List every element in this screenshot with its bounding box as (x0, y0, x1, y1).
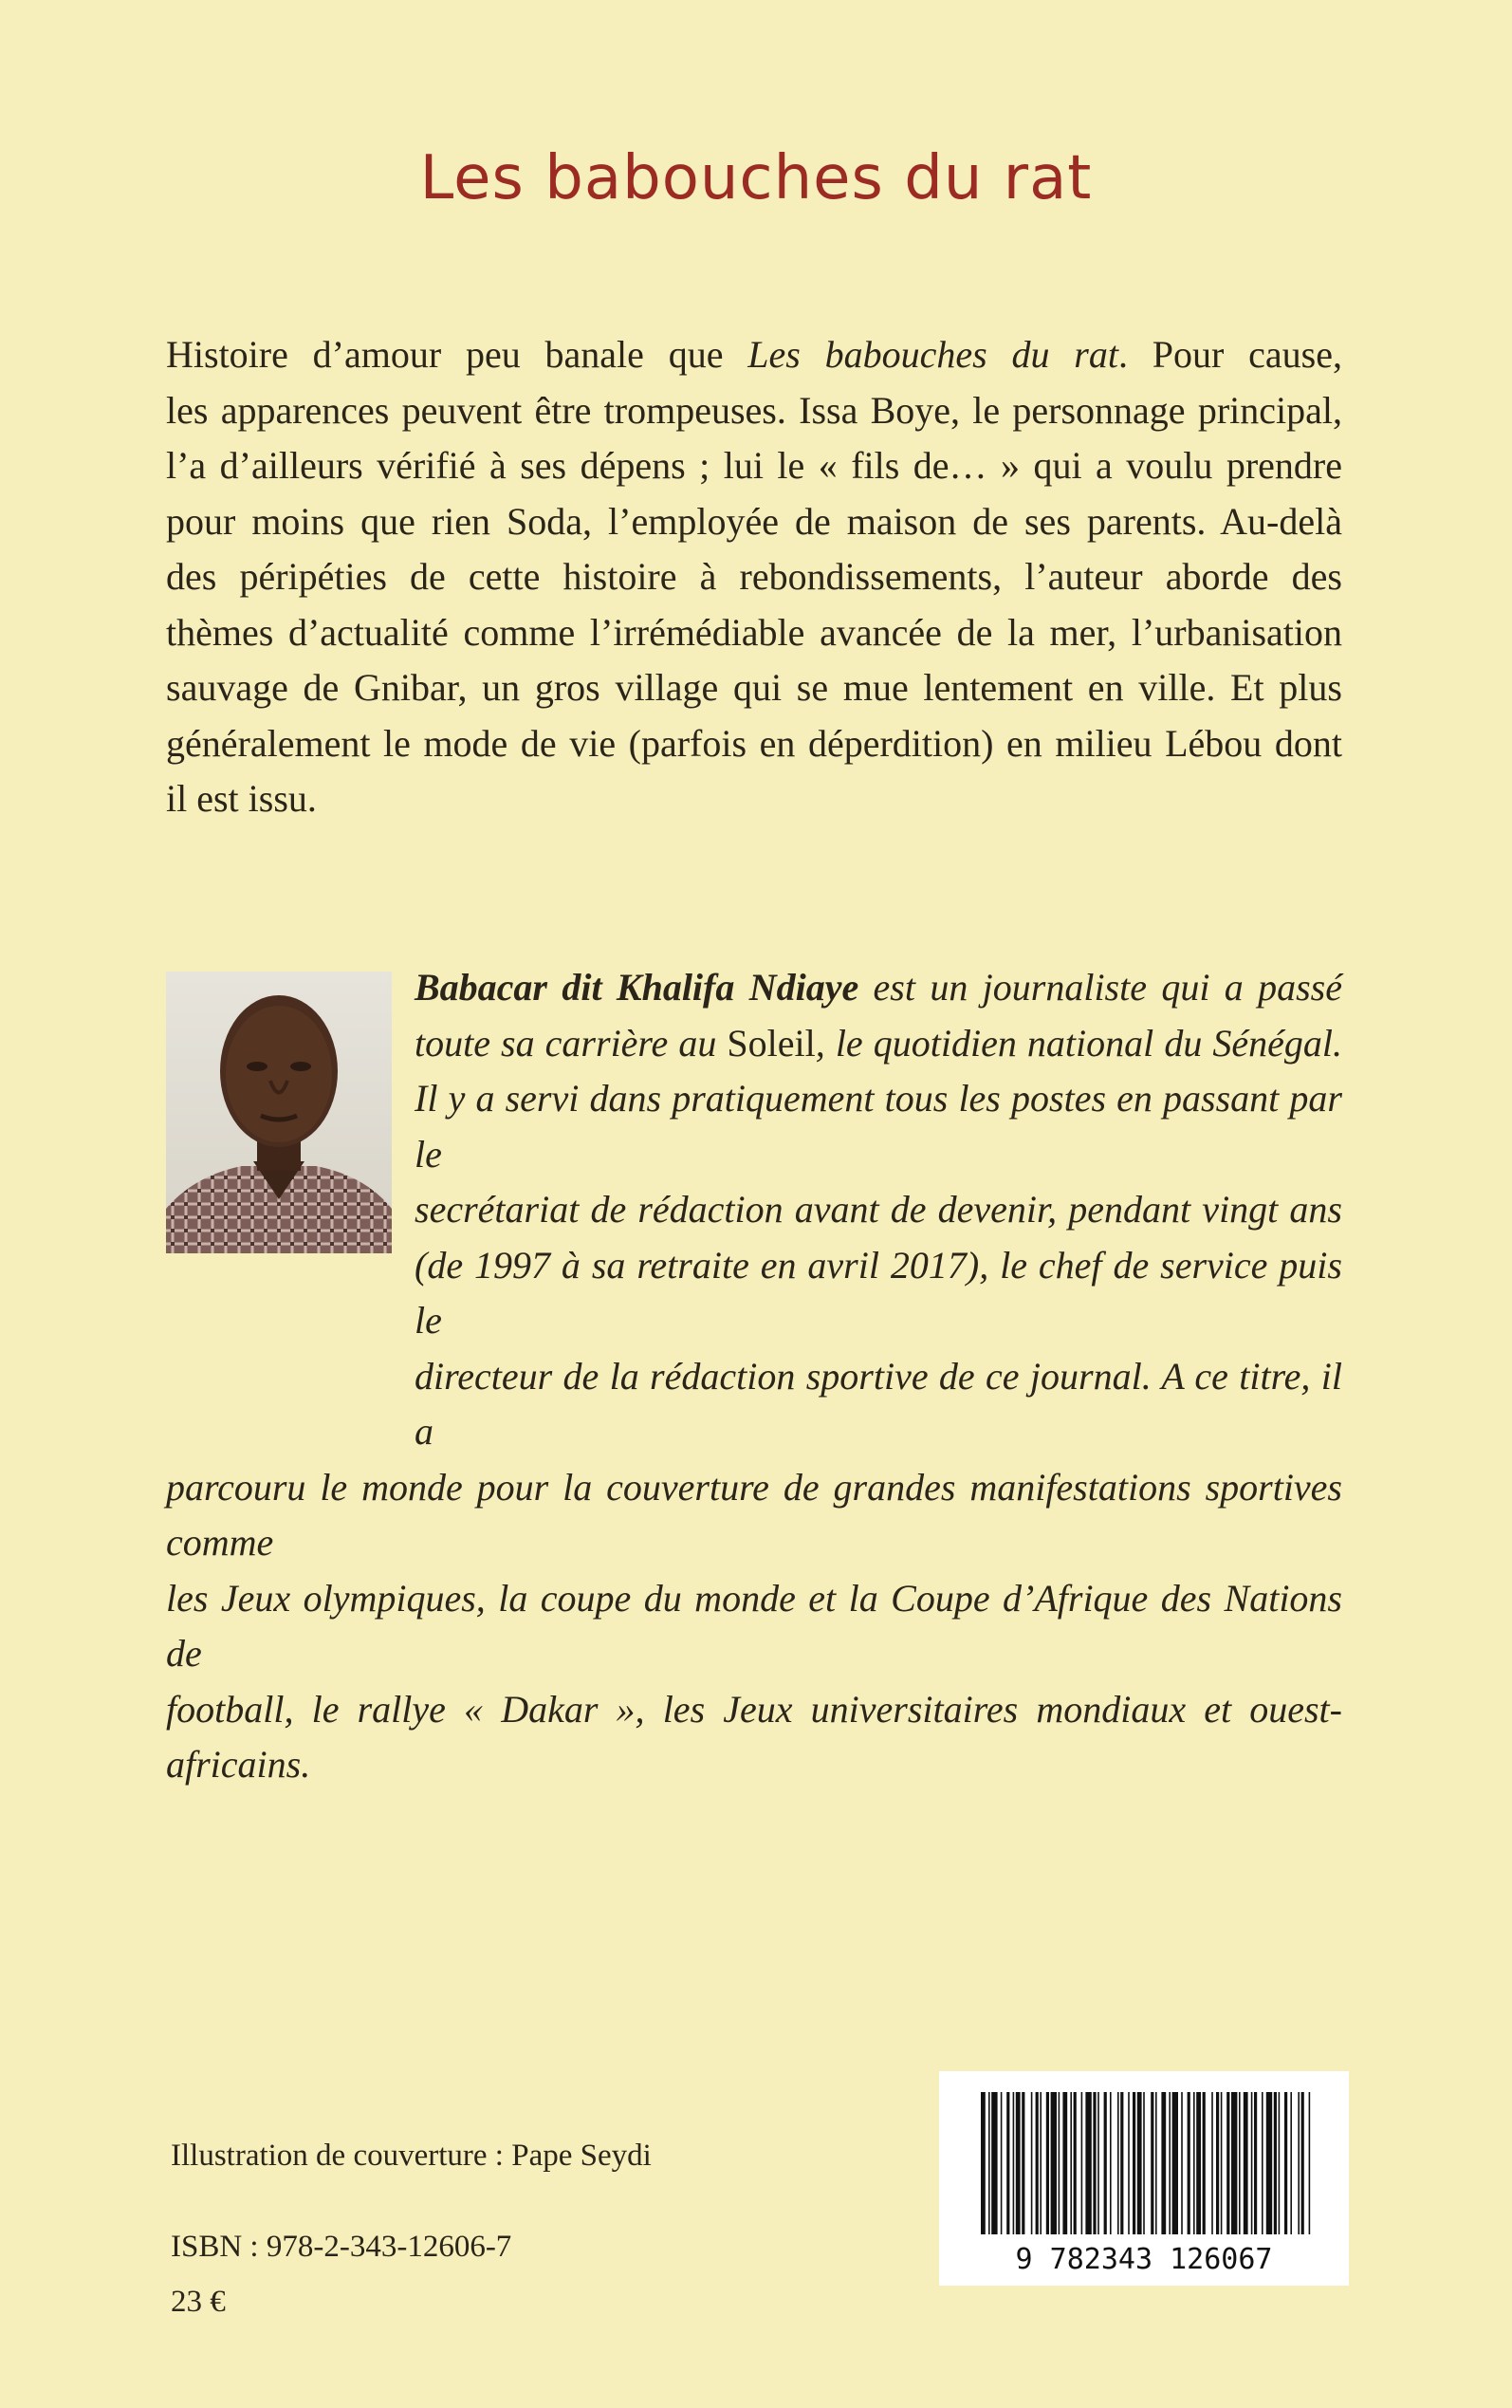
synopsis-line: des péripéties de cette histoire à rebondissements, l’auteur aborde des (166, 555, 1342, 598)
barcode-bar (1181, 2092, 1183, 2234)
barcode-bar (1169, 2092, 1171, 2234)
author-bio (166, 960, 1342, 1793)
synopsis-line: Histoire d’amour peu banale que Les babouches du rat. Pour cause, (166, 333, 1342, 376)
barcode-bar (1040, 2092, 1042, 2234)
synopsis-line: pour moins que rien Soda, l’employée de maison de ses parents. Au-delà (166, 499, 1342, 543)
barcode-bar (1097, 2092, 1099, 2234)
synopsis (166, 327, 1342, 827)
barcode-bar (1036, 2092, 1039, 2234)
bio-line: Il y a servi dans pratiquement tous les postes en passant par le (415, 1077, 1342, 1176)
barcode-bar (1221, 2092, 1223, 2234)
bio-line: secrétariat de rédaction avant de devenir, pendant vingt ans (415, 1188, 1342, 1231)
barcode-bar (1013, 2092, 1015, 2234)
barcode-bar (1266, 2092, 1272, 2234)
bio-line: parcouru le monde pour la couverture de grandes manifestations sportives comme (166, 1465, 1342, 1564)
synopsis-line: il est issu. (166, 777, 317, 820)
barcode-bar (1155, 2092, 1157, 2234)
bio-line: (de 1997 à sa retraite en avril 2017), le chef de service puis le (415, 1243, 1342, 1342)
barcode-bar (1251, 2092, 1253, 2234)
barcode-bar (991, 2092, 997, 2234)
barcode-bar (1133, 2092, 1135, 2234)
illustration-credit: Illustration de couverture : Pape Seydi (171, 2139, 652, 2173)
barcode-bar (1301, 2092, 1304, 2234)
barcode-bar (1128, 2092, 1130, 2234)
bio-line: Babacar dit Khalifa Ndiaye est un journaliste qui a passé (415, 966, 1342, 1009)
barcode-bar (1110, 2092, 1112, 2234)
barcode-bar (1104, 2092, 1107, 2234)
author-name: Babacar dit Khalifa Ndiaye (415, 966, 859, 1009)
barcode-bar (1051, 2092, 1057, 2234)
barcode-bar (1016, 2092, 1021, 2234)
barcode-bar (1062, 2092, 1067, 2234)
barcode-bar (1211, 2092, 1213, 2234)
barcode-bar (1254, 2092, 1257, 2234)
barcode-bar (1231, 2092, 1237, 2234)
barcode-bar (1006, 2092, 1009, 2234)
price: 23 € (171, 2285, 226, 2319)
barcode-digits: 9 782343 126067 (1015, 2243, 1273, 2276)
barcode-bar (1203, 2092, 1206, 2234)
barcode-bar (1290, 2092, 1292, 2234)
barcode-bar (1216, 2092, 1219, 2234)
barcode-bar (1298, 2092, 1300, 2234)
barcode-bar (1059, 2092, 1060, 2234)
barcode-bar (1074, 2092, 1077, 2234)
barcode-bar (1117, 2092, 1119, 2234)
bio-line: directeur de la rédaction sportive de ce journal. A ce titre, il a (415, 1354, 1342, 1453)
barcode-bar (1196, 2092, 1201, 2234)
barcode-bar (1031, 2092, 1033, 2234)
barcode-bar (981, 2092, 986, 2234)
synopsis-line: thèmes d’actualité comme l’irrémédiable avancée de la mer, l’urbanisation (166, 610, 1342, 654)
barcode-bar (1151, 2092, 1153, 2234)
barcode-bar (1284, 2092, 1287, 2234)
barcode-bar (1262, 2092, 1263, 2234)
barcode (939, 2071, 1349, 2286)
barcode-bar (1244, 2092, 1248, 2234)
barcode-bar (1193, 2092, 1195, 2234)
synopsis-line: sauvage de Gnibar, un gros village qui se mue lentement en ville. Et plus (166, 666, 1342, 709)
synopsis-line: généralement le mode de vie (parfois en déperdition) en milieu Lébou dont (166, 721, 1342, 765)
isbn: ISBN : 978-2-343-12606-7 (171, 2230, 512, 2264)
barcode-bar (1022, 2092, 1024, 2234)
barcode-bar (1239, 2092, 1241, 2234)
barcode-bar (1137, 2092, 1142, 2234)
barcode-bar (1279, 2092, 1281, 2234)
barcode-bar (1120, 2092, 1123, 2234)
bio-line: toute sa carrière au Soleil, le quotidien national du Sénégal. (415, 1021, 1343, 1065)
barcode-bar (1161, 2092, 1166, 2234)
barcode-bar (1172, 2092, 1178, 2234)
bio-line: les Jeux olympiques, la coupe du monde et la Coupe d’Afrique des Nations de (166, 1576, 1342, 1675)
barcode-bar (1309, 2092, 1311, 2234)
barcode-bars (981, 2092, 1310, 2234)
bio-line: football, le rallye « Dakar », les Jeux universitaires mondiaux et ouest-africains. (166, 1687, 1342, 1786)
book-title: Les babouches du rat (419, 143, 1093, 213)
barcode-bar (1046, 2092, 1049, 2234)
barcode-bar (1001, 2092, 1003, 2234)
barcode-bar (988, 2092, 990, 2234)
barcode-bar (1226, 2092, 1229, 2234)
synopsis-line: les apparences peuvent être trompeuses. Issa Boye, le personnage principal, (166, 388, 1342, 432)
barcode-bar (1093, 2092, 1096, 2234)
barcode-bar (1274, 2092, 1277, 2234)
barcode-bar (1085, 2092, 1091, 2234)
barcode-bar (1143, 2092, 1145, 2234)
barcode-bar (1188, 2092, 1190, 2234)
synopsis-line: l’a d’ailleurs vérifié à ses dépens ; lui le « fils de… » qui a voulu prendre (166, 444, 1342, 487)
barcode-bar (1070, 2092, 1072, 2234)
barcode-bar (1081, 2092, 1083, 2234)
